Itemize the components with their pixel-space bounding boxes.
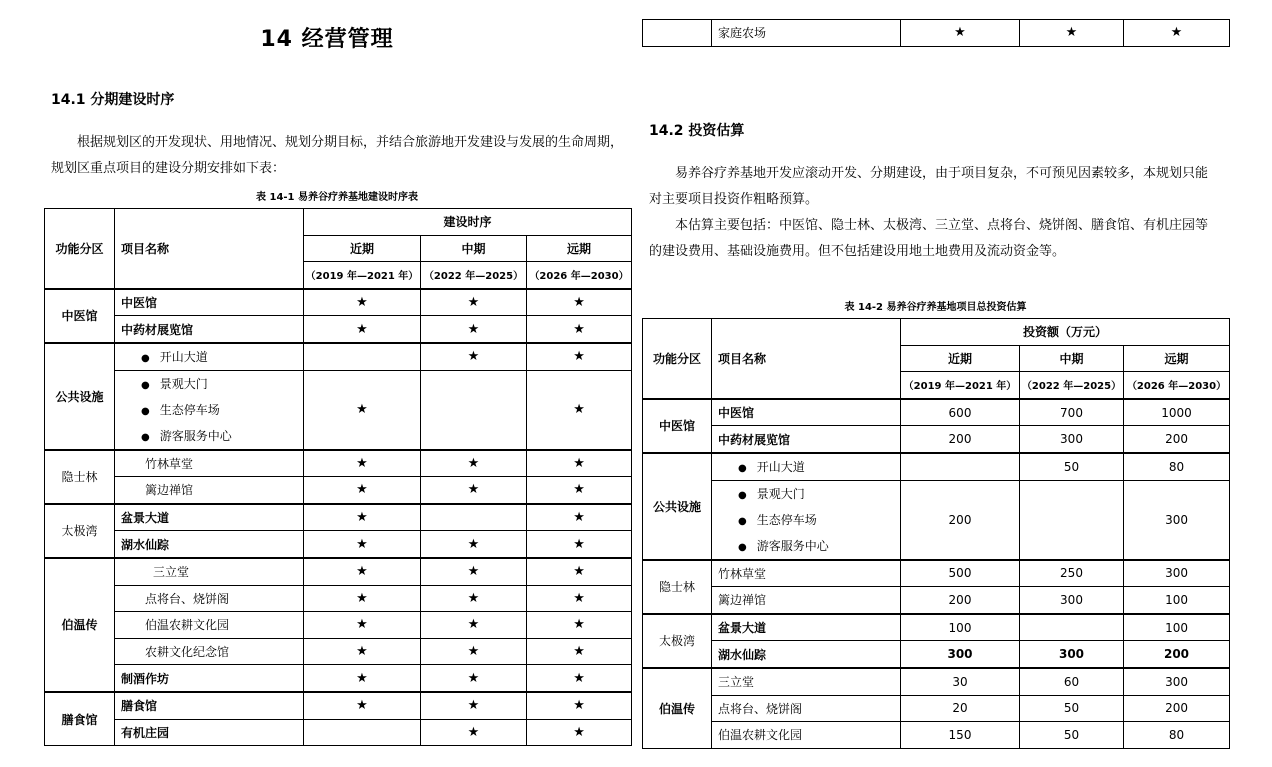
project-label: 生态停车场: [756, 512, 817, 527]
star-mark: ★: [304, 665, 421, 692]
paragraph-line: 规划区重点项目的建设分期安排如下表：: [51, 161, 286, 176]
empty-cell: [643, 20, 712, 47]
project-cell: 中医馆: [712, 399, 901, 426]
star-mark: ★: [421, 665, 527, 692]
project-cell: 伯温农耕文化园: [115, 612, 304, 639]
zone-cell: 太极湾: [45, 504, 115, 558]
value-cell: 200: [1124, 426, 1230, 453]
project-label: 游客服务中心: [159, 428, 232, 443]
page-title: 14 经营管理: [260, 27, 394, 52]
star-mark: ★: [421, 450, 527, 477]
project-cell: 点将台、烧饼阁: [115, 585, 304, 612]
value-cell: 300: [1020, 641, 1124, 668]
empty-cell: [304, 719, 421, 746]
paragraph-line: 的建设费用、基础设施费用。但不包括建设用地土地费用及流动资金等。: [649, 244, 1066, 259]
star-mark: ★: [421, 585, 527, 612]
empty-cell: [421, 370, 527, 450]
header-far: 远期: [527, 235, 632, 262]
value-cell: 100: [901, 614, 1020, 641]
star-mark: ★: [304, 638, 421, 665]
zone-cell: 公共设施: [643, 453, 712, 560]
value-cell: 100: [1124, 614, 1230, 641]
header-zone: 功能分区: [45, 209, 115, 289]
star-mark: ★: [304, 289, 421, 316]
zone-cell: 膳食馆: [45, 692, 115, 746]
value-cell: 50: [1020, 722, 1124, 749]
project-cell: [115, 343, 304, 370]
header-near-years: （2019 年—2021 年）: [901, 372, 1020, 399]
star-mark: ★: [527, 558, 632, 585]
value-cell: 200: [1124, 641, 1230, 668]
value-cell: 300: [1020, 426, 1124, 453]
star-mark: ★: [527, 289, 632, 316]
value-cell: 300: [1020, 587, 1124, 614]
value-cell: [1020, 614, 1124, 641]
header-far: 远期: [1124, 345, 1230, 372]
table-14-1-caption: 表 14-1 易养谷疗养基地建设时序表: [256, 192, 418, 203]
project-label: 生态停车场: [159, 402, 220, 417]
header-far-years: （2026 年—2030）: [1124, 372, 1230, 399]
bullet-icon: [738, 460, 757, 474]
empty-cell: [304, 343, 421, 370]
star-mark: ★: [527, 585, 632, 612]
project-cell: 湖水仙踪: [712, 641, 901, 668]
section-heading-14-1: 14.1 分期建设时序: [51, 92, 175, 108]
project-cell: 篱边禅馆: [115, 477, 304, 504]
value-cell: 200: [1124, 695, 1230, 722]
zone-cell: 伯温传: [643, 668, 712, 748]
star-mark: ★: [527, 343, 632, 370]
project-cell: 制酒作坊: [115, 665, 304, 692]
bullet-icon: [141, 429, 160, 443]
value-cell: 300: [1124, 480, 1230, 560]
star-mark: ★: [304, 692, 421, 719]
project-cell: 竹林草堂: [115, 450, 304, 477]
star-mark: ★: [421, 558, 527, 585]
section-14-1-paragraph: [51, 130, 631, 182]
value-cell: [901, 453, 1020, 480]
project-label: 景观大门: [756, 486, 805, 501]
value-cell: 60: [1020, 668, 1124, 695]
star-mark: ★: [527, 612, 632, 639]
project-cell: [712, 453, 901, 480]
project-label: 开山大道: [159, 350, 208, 365]
header-mid-years: （2022 年—2025）: [421, 262, 527, 289]
project-cell: 盆景大道: [712, 614, 901, 641]
star-mark: ★: [304, 504, 421, 531]
star-mark: ★: [304, 531, 421, 558]
header-project: 项目名称: [115, 209, 304, 289]
star-mark: ★: [527, 638, 632, 665]
star-mark: ★: [304, 558, 421, 585]
value-cell: 150: [901, 722, 1020, 749]
star-mark: ★: [421, 719, 527, 746]
project-cell: 中药材展览馆: [712, 426, 901, 453]
bullet-icon: [141, 403, 160, 417]
header-project: 项目名称: [712, 319, 901, 399]
star-mark: ★: [527, 692, 632, 719]
carryover-table: [642, 19, 1230, 47]
project-label: 开山大道: [756, 460, 805, 475]
value-cell: 500: [901, 560, 1020, 587]
project-label: 景观大门: [159, 376, 208, 391]
star-mark: ★: [527, 477, 632, 504]
star-mark: ★: [527, 531, 632, 558]
project-cell: 竹林草堂: [712, 560, 901, 587]
table-14-2-caption: 表 14-2 易养谷疗养基地项目总投资估算: [844, 302, 1027, 313]
paragraph-line: 本估算主要包括：中医馆、隐士林、太极湾、三立堂、点将台、烧饼阁、膳食馆、有机庄园等: [675, 218, 1209, 233]
project-cell: 伯温农耕文化园: [712, 722, 901, 749]
zone-cell: 隐士林: [45, 450, 115, 504]
star-mark: ★: [304, 316, 421, 343]
section-heading-14-2: 14.2 投资估算: [649, 123, 745, 139]
value-cell: 80: [1124, 453, 1230, 480]
value-cell: 300: [1124, 560, 1230, 587]
star-mark: ★: [527, 719, 632, 746]
project-cell: 点将台、烧饼阁: [712, 695, 901, 722]
bullet-icon: [141, 377, 160, 391]
value-cell: 30: [901, 668, 1020, 695]
paragraph-line: 根据规划区的开发现状、用地情况、规划分期目标，并结合旅游地开发建设与发展的生命周期，: [77, 135, 624, 150]
value-cell: 200: [901, 480, 1020, 560]
star-mark: ★: [304, 612, 421, 639]
header-near: 近期: [901, 345, 1020, 372]
project-label: 游客服务中心: [756, 538, 829, 553]
project-cell-multi: [115, 370, 304, 450]
bullet-icon: [141, 350, 160, 364]
project-cell: 盆景大道: [115, 504, 304, 531]
project-cell: 中药材展览馆: [115, 316, 304, 343]
header-near: 近期: [304, 235, 421, 262]
value-cell: 100: [1124, 587, 1230, 614]
value-cell: 80: [1124, 722, 1230, 749]
star-mark: ★: [421, 638, 527, 665]
star-mark: ★: [527, 370, 632, 450]
project-cell: 农耕文化纪念馆: [115, 638, 304, 665]
star-mark: ★: [304, 585, 421, 612]
star-mark: ★: [527, 665, 632, 692]
value-cell: 200: [901, 587, 1020, 614]
paragraph-line: 易养谷疗养基地开发应滚动开发、分期建设，由于项目复杂，不可预见因素较多，本规划只能: [675, 166, 1209, 181]
header-near-years: （2019 年—2021 年）: [304, 262, 421, 289]
star-mark: ★: [527, 504, 632, 531]
project-cell: 三立堂: [712, 668, 901, 695]
project-cell: 家庭农场: [712, 20, 901, 47]
bullet-icon: [738, 513, 757, 527]
star-mark: ★: [1124, 20, 1230, 47]
zone-cell: 伯温传: [45, 558, 115, 692]
zone-cell: 中医馆: [643, 399, 712, 453]
project-cell: 中医馆: [115, 289, 304, 316]
value-cell: 700: [1020, 399, 1124, 426]
star-mark: ★: [421, 289, 527, 316]
value-cell: 250: [1020, 560, 1124, 587]
star-mark: ★: [421, 531, 527, 558]
zone-cell: 隐士林: [643, 560, 712, 614]
value-cell: 50: [1020, 695, 1124, 722]
value-cell: [1020, 480, 1124, 560]
empty-cell: [421, 504, 527, 531]
zone-cell: 公共设施: [45, 343, 115, 450]
header-investment-group: 投资额（万元）: [901, 319, 1230, 346]
value-cell: 200: [901, 426, 1020, 453]
header-zone: 功能分区: [643, 319, 712, 399]
bullet-icon: [738, 487, 757, 501]
zone-cell: 中医馆: [45, 289, 115, 343]
project-cell: 有机庄园: [115, 719, 304, 746]
star-mark: ★: [421, 692, 527, 719]
value-cell: 600: [901, 399, 1020, 426]
investment-estimate-table: [642, 318, 1230, 749]
project-cell: 膳食馆: [115, 692, 304, 719]
project-cell: 湖水仙踪: [115, 531, 304, 558]
bullet-icon: [738, 539, 757, 553]
header-mid: 中期: [421, 235, 527, 262]
value-cell: 300: [1124, 668, 1230, 695]
header-mid: 中期: [1020, 345, 1124, 372]
star-mark: ★: [421, 316, 527, 343]
star-mark: ★: [1020, 20, 1124, 47]
section-14-2-paragraph: [649, 161, 1239, 265]
star-mark: ★: [421, 612, 527, 639]
zone-cell: 太极湾: [643, 614, 712, 668]
star-mark: ★: [304, 370, 421, 450]
star-mark: ★: [527, 450, 632, 477]
value-cell: 20: [901, 695, 1020, 722]
star-mark: ★: [421, 343, 527, 370]
project-cell: 三立堂: [115, 558, 304, 585]
construction-schedule-table: [44, 208, 632, 746]
value-cell: 1000: [1124, 399, 1230, 426]
paragraph-line: 对主要项目投资作粗略预算。: [649, 192, 819, 207]
star-mark: ★: [527, 316, 632, 343]
star-mark: ★: [901, 20, 1020, 47]
star-mark: ★: [304, 477, 421, 504]
star-mark: ★: [421, 477, 527, 504]
value-cell: 300: [901, 641, 1020, 668]
project-cell-multi: [712, 480, 901, 560]
header-schedule-group: 建设时序: [304, 209, 632, 236]
value-cell: 50: [1020, 453, 1124, 480]
header-far-years: （2026 年—2030）: [527, 262, 632, 289]
star-mark: ★: [304, 450, 421, 477]
header-mid-years: （2022 年—2025）: [1020, 372, 1124, 399]
project-cell: 篱边禅馆: [712, 587, 901, 614]
